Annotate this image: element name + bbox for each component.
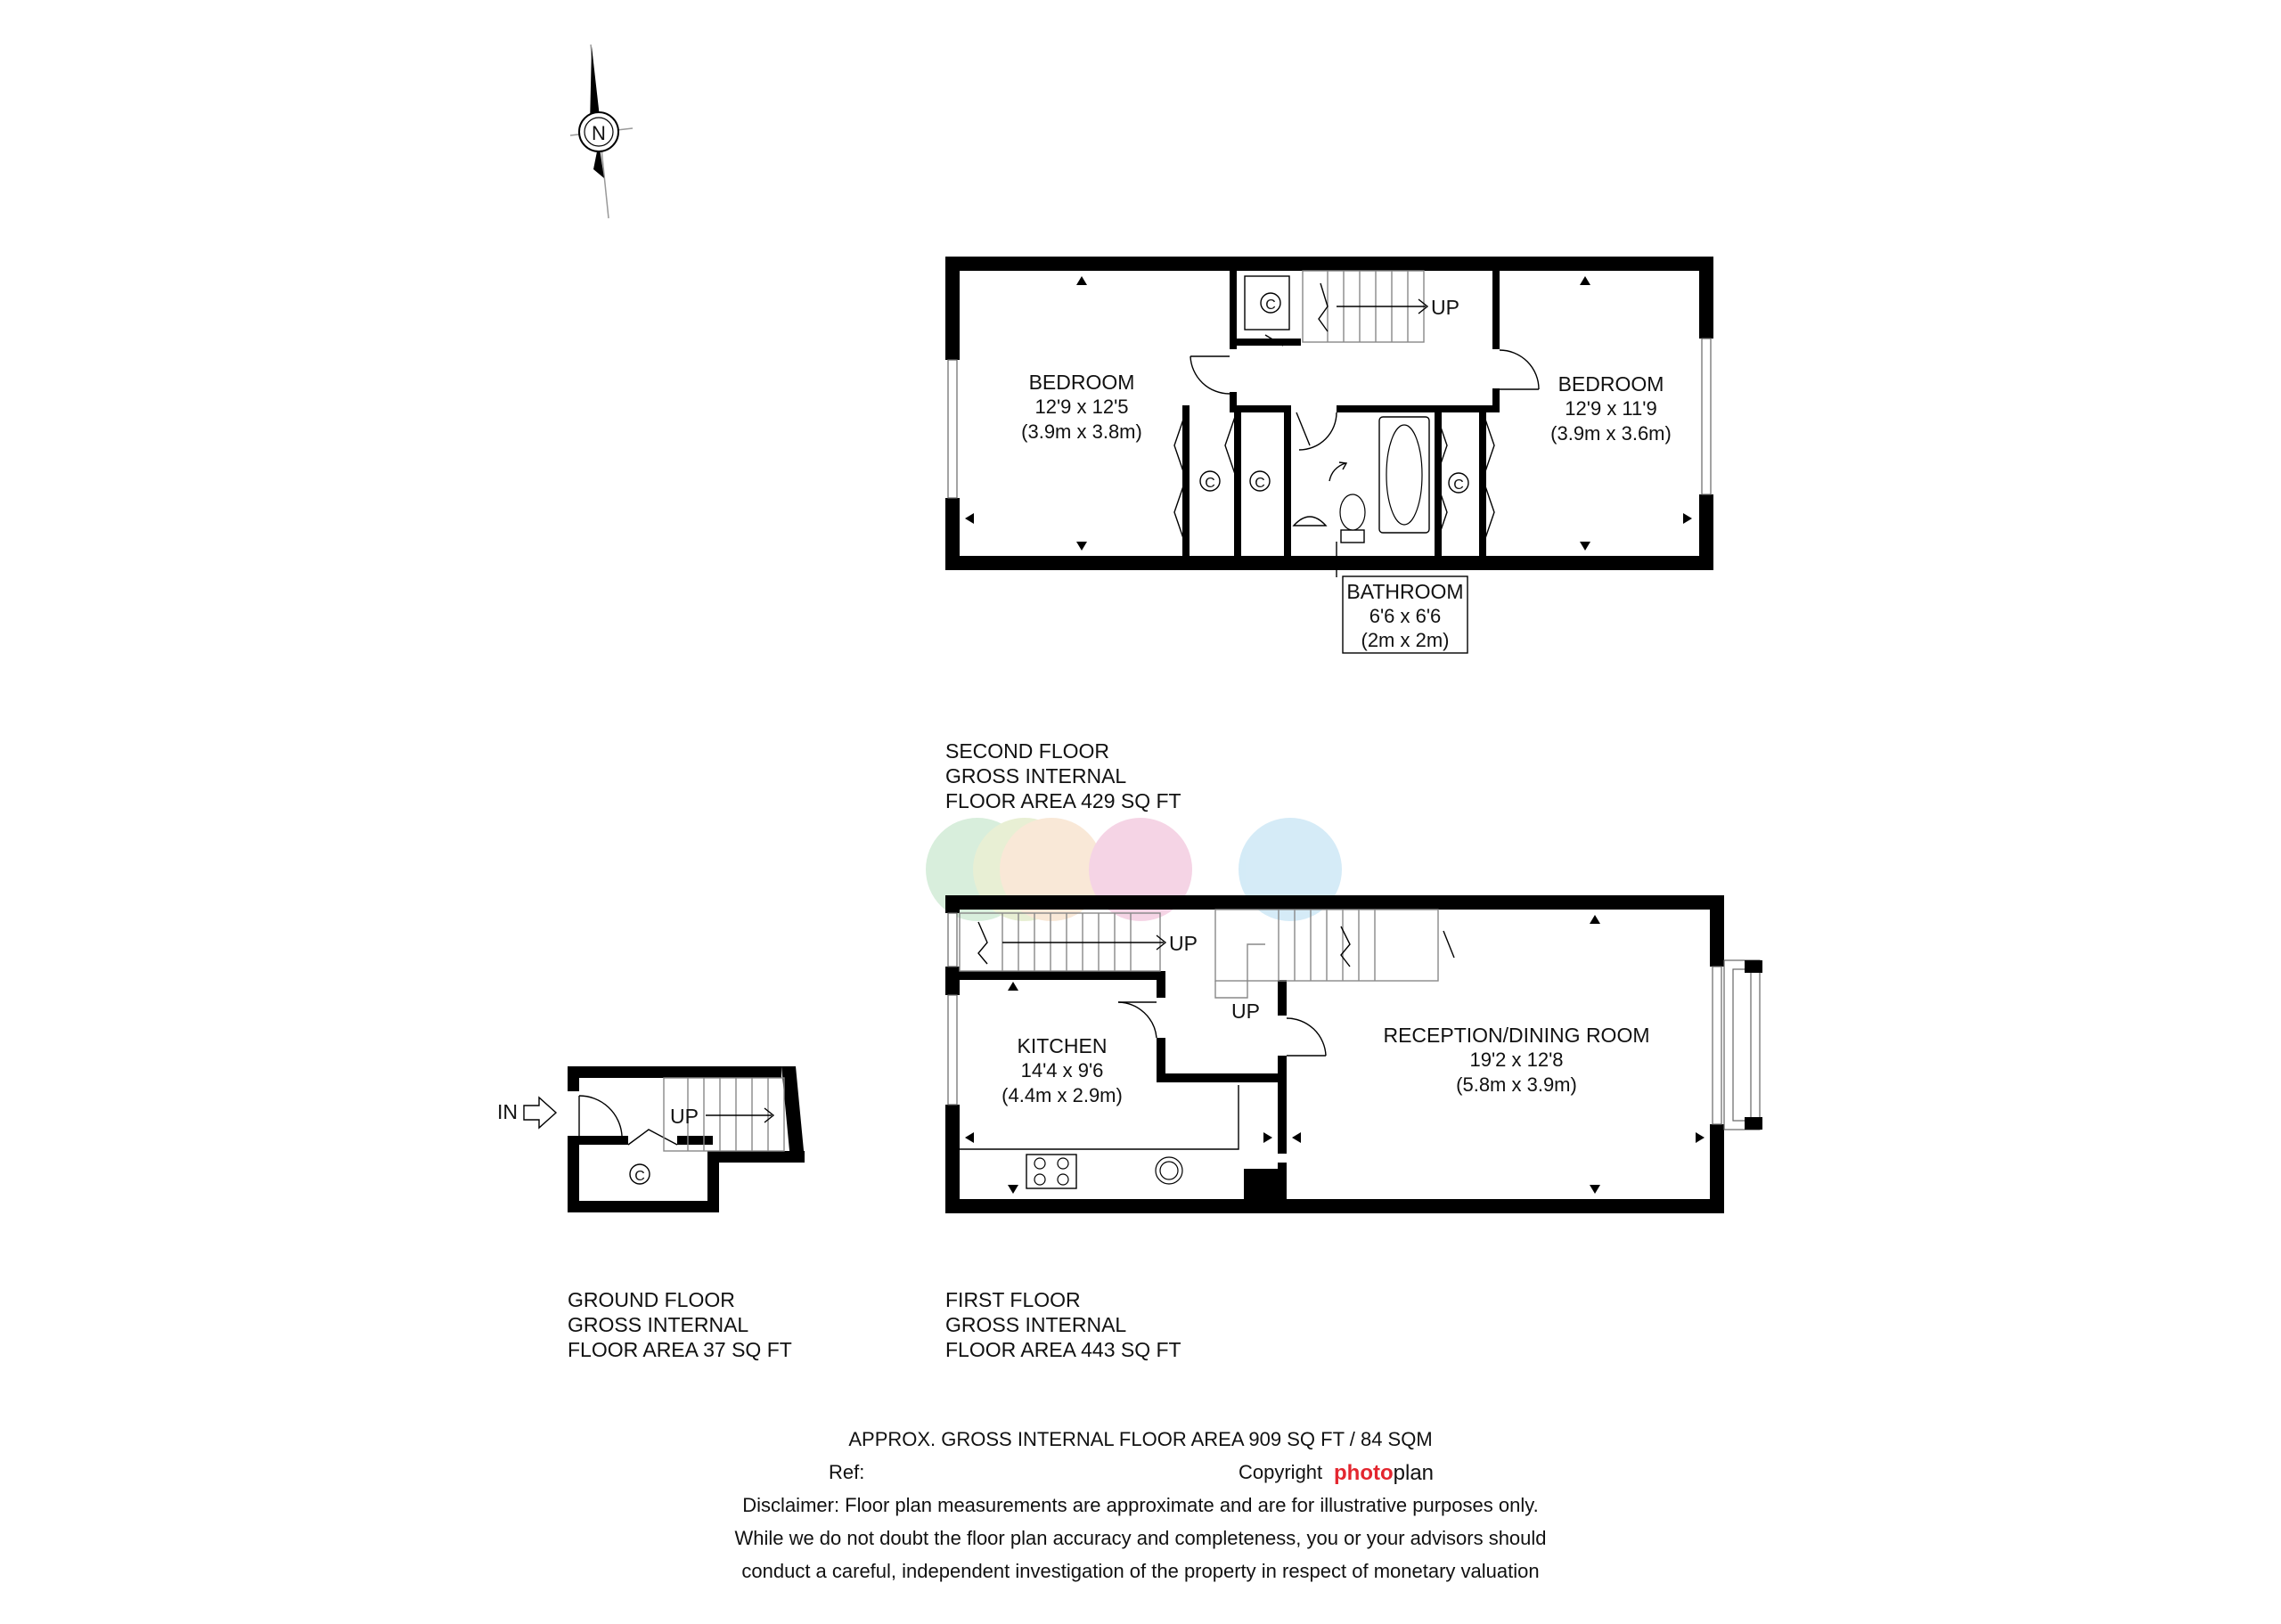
room-size-metric: (2m x 2m)	[1361, 629, 1450, 651]
svg-text:FLOOR AREA 443 SQ FT: FLOOR AREA 443 SQ FT	[945, 1338, 1181, 1361]
cupboard-marker-icon	[1261, 293, 1280, 313]
svg-text:C: C	[1255, 476, 1265, 491]
room-name: RECEPTION/DINING ROOM	[1383, 1024, 1650, 1047]
copyright-label: Copyright	[1239, 1461, 1323, 1483]
ground-floor-stair-up-label: UP	[670, 1105, 699, 1128]
room-name: BATHROOM	[1346, 580, 1464, 603]
compass-north-label: N	[592, 122, 606, 144]
second-floor-area-label	[945, 739, 1181, 812]
total-area-text: APPROX. GROSS INTERNAL FLOOR AREA 909 SQ FT / 84 SQM	[848, 1428, 1433, 1450]
first-floor-stair-up-label-2: UP	[1231, 1000, 1260, 1023]
svg-text:C: C	[1265, 298, 1276, 313]
svg-text:GROUND FLOOR: GROUND FLOOR	[568, 1288, 735, 1311]
entry-label: IN	[497, 1100, 518, 1123]
room-kitchen	[1002, 1034, 1123, 1106]
svg-text:SECOND FLOOR: SECOND FLOOR	[945, 739, 1110, 763]
first-floor-stair-up-label-1: UP	[1169, 932, 1198, 955]
sink-icon	[1156, 1157, 1182, 1184]
first-floor-plan	[945, 895, 1762, 1213]
svg-text:C: C	[634, 1169, 645, 1184]
hob-icon	[1026, 1155, 1076, 1188]
room-name: KITCHEN	[1017, 1034, 1108, 1057]
room-name: BEDROOM	[1028, 371, 1135, 394]
ground-floor-plan	[497, 1066, 805, 1212]
svg-text:GROSS INTERNAL: GROSS INTERNAL	[945, 1313, 1127, 1336]
svg-text:C: C	[1453, 477, 1464, 493]
svg-text:GROSS INTERNAL: GROSS INTERNAL	[568, 1313, 749, 1336]
room-size-imperial: 19'2 x 12'8	[1469, 1049, 1564, 1071]
disclaimer-line-3: conduct a careful, independent investigation of the property in respect of monetary valuation	[741, 1560, 1540, 1582]
room-size-metric: (3.9m x 3.8m)	[1021, 420, 1142, 443]
disclaimer-line-2: While we do not doubt the floor plan accuracy and completeness, you or your advisors should	[734, 1527, 1547, 1549]
svg-text:FIRST FLOOR: FIRST FLOOR	[945, 1288, 1081, 1311]
svg-text:GROSS INTERNAL: GROSS INTERNAL	[945, 764, 1127, 788]
ground-floor-area-label	[568, 1288, 792, 1361]
room-size-imperial: 6'6 x 6'6	[1369, 605, 1442, 627]
svg-text:FLOOR AREA 429 SQ FT: FLOOR AREA 429 SQ FT	[945, 789, 1181, 812]
svg-text:C: C	[1205, 476, 1215, 491]
disclaimer-line-1: Disclaimer: Floor plan measurements are approximate and are for illustrative purposes only.	[742, 1494, 1539, 1516]
svg-text:FLOOR AREA 37 SQ FT: FLOOR AREA 37 SQ FT	[568, 1338, 792, 1361]
cupboard-marker-icon	[1250, 471, 1270, 491]
room-bedroom-left	[1021, 371, 1142, 443]
room-size-imperial: 12'9 x 12'5	[1034, 396, 1129, 418]
room-size-imperial: 14'4 x 9'6	[1020, 1059, 1104, 1081]
room-bedroom-right	[1550, 372, 1672, 445]
first-floor-area-label	[945, 1288, 1181, 1361]
footer	[734, 1428, 1546, 1582]
second-floor-stair-up-label: UP	[1431, 296, 1459, 319]
cupboard-marker-icon	[1200, 471, 1220, 491]
ref-label: Ref:	[829, 1461, 865, 1483]
second-floor-plan	[945, 257, 1713, 653]
photoplan-logo: photoplan	[1334, 1461, 1435, 1485]
room-size-metric: (3.9m x 3.6m)	[1550, 422, 1672, 445]
room-size-metric: (5.8m x 3.9m)	[1456, 1073, 1577, 1096]
cupboard-marker-icon	[630, 1164, 650, 1184]
entry-arrow-icon	[524, 1098, 556, 1128]
room-name: BEDROOM	[1557, 372, 1664, 396]
cupboard-marker-icon	[1449, 473, 1468, 493]
room-reception-dining	[1383, 1024, 1649, 1096]
room-size-imperial: 12'9 x 11'9	[1565, 397, 1657, 420]
room-size-metric: (4.4m x 2.9m)	[1002, 1084, 1123, 1106]
north-compass-icon	[570, 45, 633, 218]
